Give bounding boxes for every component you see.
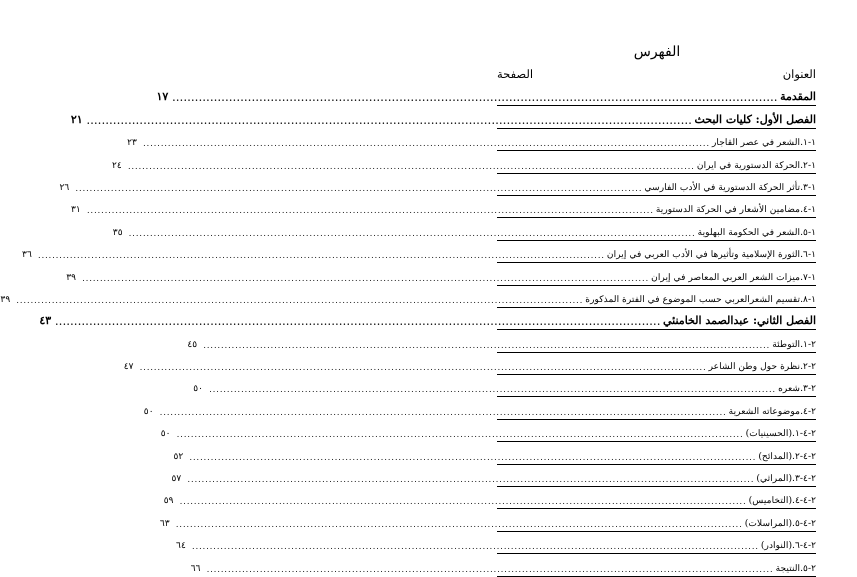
toc-row — [156, 84, 816, 106]
toc-row-page: ٥٠ — [193, 383, 204, 395]
toc-row — [59, 174, 816, 196]
toc-list — [0, 84, 816, 577]
dot-leader: ................................................................................................................................................................ — [139, 363, 707, 373]
toc-row-page: ٢٣ — [127, 137, 137, 149]
dot-leader: ................................................................................................................................................................ — [192, 542, 759, 552]
toc-row-page: ٥٢ — [173, 450, 184, 462]
toc-row — [163, 487, 816, 509]
dot-leader: ................................................................................................................................................................ — [176, 430, 744, 440]
toc-row — [159, 509, 816, 531]
column-headers — [497, 67, 816, 81]
toc-row — [0, 286, 816, 308]
dot-leader: ................................................................................................................................................................ — [86, 206, 654, 216]
toc-row-label: ١-٨.تقسيم الشعرالعربي حسب الموضوع في الفترة المذكورة — [585, 293, 816, 305]
toc-row-page: ٥٠ — [160, 428, 171, 440]
toc-row — [173, 442, 816, 464]
toc-row-page: ٣١ — [70, 204, 81, 216]
toc-row-label: ١-٦.الثورة الإسلامية وتأثيرها في الأدب العربي في إيران — [606, 249, 816, 261]
toc-row-page: ١٧ — [156, 90, 169, 104]
toc-row-page: ٤٥ — [187, 338, 198, 350]
toc-row-label: ٢-٥.النتيجة — [775, 562, 816, 574]
toc-row-label: ١-٥.الشعر في الحكومة البهلوية — [697, 226, 816, 238]
toc-row — [176, 532, 816, 554]
toc-row-label: ٢-٤-٤.(التخاميس) — [748, 495, 816, 507]
toc-row-page: ٤٧ — [123, 361, 134, 373]
toc-row — [66, 263, 816, 285]
toc-row-label: الفصل الثاني: عبدالصمد الخامنئي — [663, 314, 816, 328]
toc-row — [187, 330, 816, 352]
toc-row-label: ١-٧.ميزات الشعر العربي المعاصر في إيران — [651, 271, 816, 283]
toc-row — [171, 465, 816, 487]
toc-row-label: ١-٤.مضامين الأشعار في الحركة الدستورية — [655, 204, 816, 216]
toc-row — [123, 353, 816, 375]
toc-row-page: ٣٥ — [112, 226, 123, 238]
toc-row — [143, 397, 816, 419]
toc-row — [22, 241, 816, 263]
toc-row — [160, 420, 816, 442]
dot-leader: ................................................................................................................................................................ — [86, 115, 693, 126]
toc-row — [127, 129, 816, 151]
toc-row-page: ٣٩ — [0, 293, 11, 305]
toc-row-page: ٣٦ — [22, 249, 32, 261]
toc-row — [112, 218, 816, 240]
dot-leader: ................................................................................................................................................................ — [209, 385, 777, 395]
toc-row — [70, 196, 816, 218]
dot-leader: ................................................................................................................................................................ — [75, 183, 643, 193]
toc-row — [70, 106, 816, 128]
toc-row-page: ٦٣ — [159, 517, 170, 529]
page-title: الفهرس — [633, 44, 681, 60]
dot-leader: ................................................................................................................................................................ — [127, 161, 695, 171]
dot-leader: ................................................................................................................................................................ — [187, 475, 755, 485]
dot-leader: ................................................................................................................................................................ — [128, 228, 696, 238]
toc-row-label: ٢-٢.نظرة حول وطن الشاعر — [708, 361, 816, 373]
toc-row — [190, 554, 816, 576]
toc-row-label: ٢-٤-٣.(المراثي) — [756, 473, 816, 485]
toc-row-page: ٤٣ — [39, 314, 52, 328]
toc-row — [111, 151, 816, 173]
dot-leader: ................................................................................................................................................................ — [159, 407, 727, 417]
toc-row-label: الفصل الأول: كليات البحث — [694, 112, 816, 126]
toc-row — [39, 308, 816, 330]
toc-row-page: ٢٤ — [111, 159, 122, 171]
topic-column-header: العنوان — [782, 67, 816, 81]
dot-leader: ................................................................................................................................................................ — [82, 273, 650, 283]
toc-row-page: ٥٧ — [171, 473, 182, 485]
dot-leader: ................................................................................................................................................................ — [203, 340, 771, 350]
toc-row-label: ٢-٤-١.(الحسينيات) — [745, 428, 816, 440]
toc-row-page: ٥٩ — [163, 495, 174, 507]
toc-row-page: ٦٤ — [176, 540, 186, 552]
toc-row-page: ٥٠ — [143, 405, 154, 417]
dot-leader: ................................................................................................................................................................ — [143, 139, 710, 149]
dot-leader: ................................................................................................................................................................ — [172, 93, 779, 104]
dot-leader: ................................................................................................................................................................ — [55, 317, 661, 328]
toc-row-page: ٢٦ — [59, 181, 70, 193]
page-column-header: الصفحة — [497, 67, 534, 81]
toc-row-label: ٢-٣.شعره — [778, 383, 816, 395]
toc-row-page: ٦٦ — [190, 562, 201, 574]
toc-row-label: ١-١.الشعر في عصر القاجار — [712, 137, 816, 149]
dot-leader: ................................................................................................................................................................ — [16, 295, 584, 305]
toc-row-label: المقدمة — [780, 90, 816, 104]
toc-row — [193, 375, 816, 397]
dot-leader: ................................................................................................................................................................ — [206, 564, 774, 574]
toc-row-label: ١-٣.تأثر الحركة الدستورية في الأدب الفارسي — [644, 181, 816, 193]
toc-row-label: ٢-١.التوطئة — [772, 338, 816, 350]
toc-row-label: ٢-٤-٢.(المدائح) — [758, 450, 816, 462]
toc-row-label: ٢-٤-٥.(المراسلات) — [744, 517, 816, 529]
dot-leader: ................................................................................................................................................................ — [175, 519, 743, 529]
toc-row-page: ٢١ — [70, 112, 83, 126]
toc-row-label: ٢-٤.موضوعاته الشعرية — [728, 405, 816, 417]
toc-row-label: ١-٢.الحركة الدستورية في ايران — [696, 159, 816, 171]
dot-leader: ................................................................................................................................................................ — [189, 452, 757, 462]
toc-row-page: ٣٩ — [66, 271, 77, 283]
dot-leader: ................................................................................................................................................................ — [179, 497, 747, 507]
toc-row-label: ٢-٤-٦.(النوادر) — [760, 540, 816, 552]
dot-leader: ................................................................................................................................................................ — [38, 251, 605, 261]
